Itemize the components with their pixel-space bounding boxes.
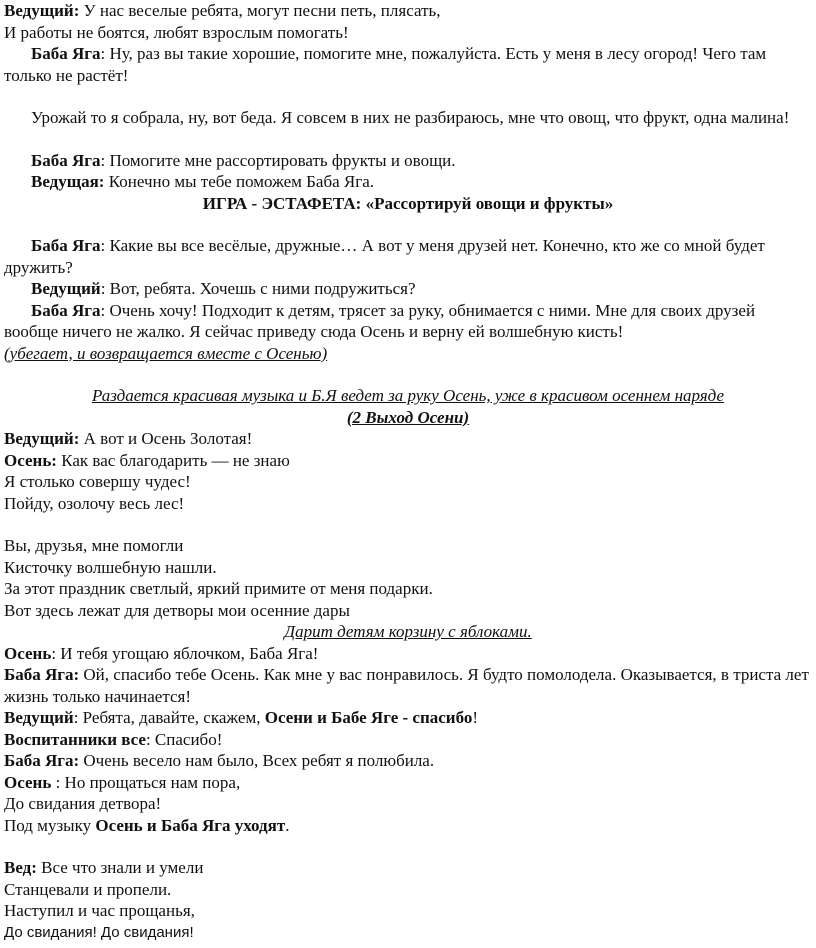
line-host-2 bbox=[4, 171, 812, 193]
line-text: . bbox=[285, 815, 290, 835]
line-children bbox=[4, 729, 812, 751]
speaker-label: Ведущая: bbox=[31, 172, 105, 191]
line-text: Очень весело нам было, Всех ребят я полюбила. bbox=[79, 751, 435, 770]
line-host-1 bbox=[4, 0, 812, 22]
line-autumn-3 bbox=[4, 772, 812, 794]
line-text: ! bbox=[472, 708, 479, 727]
speaker-label: Баба Яга: bbox=[4, 665, 80, 684]
line-text: Кисточку волшебную нашли. bbox=[4, 557, 217, 577]
stage-direction: (убегает, и возвращается вместе с Осенью) bbox=[4, 343, 328, 363]
line-text: Под музыку bbox=[4, 815, 96, 835]
line-text: Как вас благодарить — не знаю bbox=[56, 450, 290, 470]
line-text: До свидания детвора! bbox=[4, 794, 162, 813]
speaker-label: Баба Яга bbox=[31, 150, 101, 170]
line-text: Вот здесь лежат для детворы мои осенние дары bbox=[4, 600, 350, 620]
speaker-label: Воспитанники все bbox=[4, 729, 146, 749]
line-text-final: До свидания! До свидания! bbox=[4, 923, 194, 941]
stage-direction-exit bbox=[4, 815, 812, 837]
line-text: : Спасибо! bbox=[145, 729, 223, 749]
line-text: Все что знали и умели bbox=[36, 858, 204, 877]
line-text: : Но прощаться нам пора, bbox=[51, 772, 241, 792]
stage-direction-autumn-entrance: (2 Выход Осени) bbox=[346, 407, 470, 427]
line-text: Конечно мы тебе поможем Баба Яга. bbox=[104, 172, 375, 191]
speaker-label: Ведущий: bbox=[4, 429, 80, 448]
line-text: Наступил и час прощанья, bbox=[4, 901, 195, 920]
line-baba-yaga-6 bbox=[4, 750, 812, 772]
speaker-label: Баба Яга bbox=[31, 300, 101, 320]
emphasis-text: Осени и Бабе Яге - спасибо bbox=[264, 708, 473, 727]
game-heading bbox=[4, 193, 812, 215]
line-text: Ой, спасибо тебе Осень. Как мне у вас понравилось. Я будто помолодела. Оказывается, в триста лет жизнь только начинается! bbox=[4, 665, 809, 706]
speaker-label: Осень: bbox=[4, 450, 57, 470]
line-text: : Помогите мне рассортировать фрукты и овощи. bbox=[100, 150, 456, 170]
speaker-label: Ведущий: bbox=[4, 1, 80, 20]
line-autumn-1 bbox=[4, 450, 812, 472]
emphasis-text: Осень и Баба Яга уходят bbox=[95, 815, 286, 835]
line-text: Урожай то я собрала, ну, вот беда. Я совсем в них не разбираюсь, мне что овощ, что фрукт, одна малина! bbox=[31, 108, 790, 127]
speaker-label: Ведущий bbox=[4, 708, 74, 727]
game-heading-text: ИГРА - ЭСТАФЕТА: «Рассортируй овощи и фрукты» bbox=[202, 193, 614, 213]
speaker-label: Баба Яга bbox=[31, 44, 101, 63]
line-text: И работы не боятся, любят взрослым помогать! bbox=[4, 22, 349, 42]
line-host-5 bbox=[4, 707, 812, 729]
line-text: : И тебя угощаю яблочком, Баба Яга! bbox=[51, 643, 319, 663]
speaker-label: Баба Яга bbox=[31, 236, 101, 255]
line-host-3 bbox=[4, 278, 812, 300]
line-text: : Вот, ребята. Хочешь с ними подружиться? bbox=[100, 279, 416, 298]
line-text: Пойду, озолочу весь лес! bbox=[4, 493, 185, 513]
line-text: Я столько совершу чудес! bbox=[4, 472, 191, 491]
stage-direction: Дарит детям корзину с яблоками. bbox=[284, 622, 532, 641]
line-text: : Очень хочу! Подходит к детям, трясет за руку, обнимается с ними. Мне для своих друзей вообще ничего не жалко. Я сейчас приведу сюда Осень и верну ей волшебную кисть! bbox=[4, 300, 756, 341]
speaker-label: Осень bbox=[4, 643, 52, 663]
line-baba-yaga-5 bbox=[4, 664, 812, 707]
line-text: : Ну, раз вы такие хорошие, помогите мне, пожалуйста. Есть у меня в лесу огород! Чего там только не растёт! bbox=[4, 44, 767, 85]
spacer bbox=[4, 86, 812, 107]
line-baba-yaga-3 bbox=[4, 235, 812, 278]
line-text: Вы, друзья, мне помогли bbox=[4, 536, 184, 555]
line-text: : Какие вы все весёлые, дружные… А вот у меня друзей нет. Конечно, кто же со мной будет дружить? bbox=[4, 236, 765, 277]
line-baba-yaga-4 bbox=[4, 300, 812, 343]
line-text: : Ребята, давайте, скажем, bbox=[73, 708, 265, 727]
spacer bbox=[4, 214, 812, 235]
line-host-4 bbox=[4, 428, 812, 450]
line-host-6 bbox=[4, 857, 812, 879]
speaker-label: Баба Яга: bbox=[4, 751, 80, 770]
spacer bbox=[4, 836, 812, 857]
line-text: У нас веселые ребята, могут песни петь, плясать, bbox=[79, 1, 441, 20]
spacer bbox=[4, 364, 812, 385]
line-baba-yaga-1 bbox=[4, 43, 812, 86]
spacer bbox=[4, 129, 812, 150]
speaker-label: Ведущий bbox=[31, 279, 101, 298]
stage-direction: Раздается красивая музыка и Б.Я ведет за руку Осень, уже в красивом осеннем наряде bbox=[91, 386, 725, 405]
spacer bbox=[4, 514, 812, 535]
speaker-label: Вед: bbox=[4, 858, 37, 877]
line-text: Станцевали и пропели. bbox=[4, 879, 172, 899]
line-text: А вот и Осень Золотая! bbox=[79, 429, 253, 448]
line-autumn-2 bbox=[4, 643, 812, 665]
speaker-label: Осень bbox=[4, 772, 52, 792]
line-baba-yaga-2 bbox=[4, 150, 812, 172]
line-text: За этот праздник светлый, яркий примите от меня подарки. bbox=[4, 579, 433, 598]
